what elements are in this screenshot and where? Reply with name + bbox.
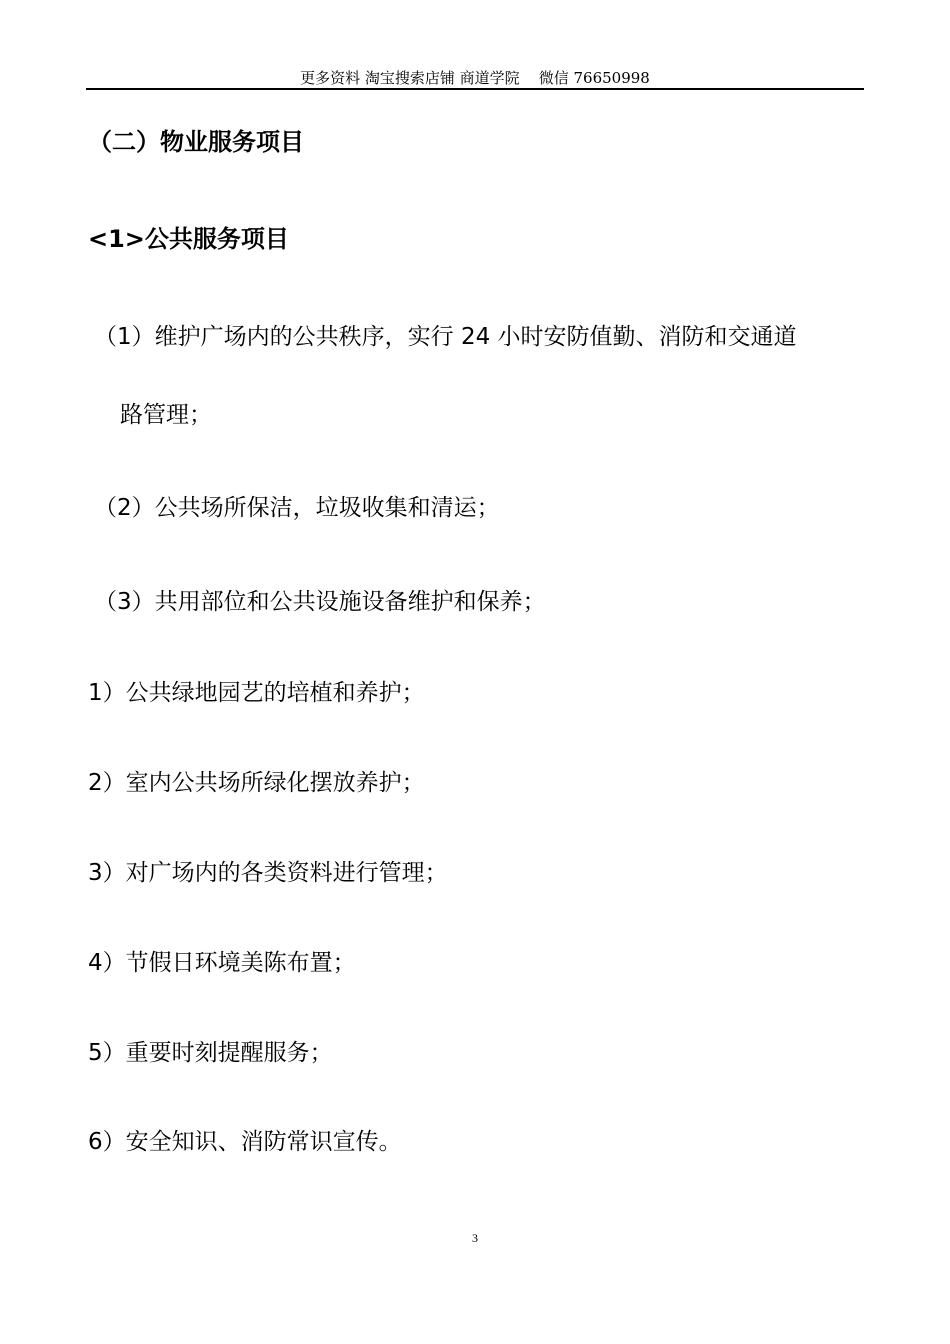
item-2: （2）公共场所保洁，垃圾收集和清运；	[94, 495, 500, 521]
page-number: 3	[472, 1231, 478, 1245]
sub-item-1: 1）公共绿地园艺的培植和养护；	[88, 680, 425, 706]
item-3: （3）共用部位和公共设施设备维护和保养；	[94, 589, 546, 615]
section-title: （二）物业服务项目	[88, 128, 304, 156]
sub-item-5: 5）重要时刻提醒服务；	[88, 1040, 333, 1066]
item-1-line-2: 路管理；	[120, 402, 212, 428]
item-1-line-1: （1）维护广场内的公共秩序，实行 24 小时安防值勤、消防和交通道	[94, 324, 797, 350]
sub-item-3: 3）对广场内的各类资料进行管理；	[88, 860, 448, 886]
subsection-title: <1>公共服务项目	[88, 225, 289, 253]
sub-item-6: 6）安全知识、消防常识宣传。	[88, 1129, 402, 1155]
sub-item-4: 4）节假日环境美陈布置；	[88, 950, 356, 976]
header-text: 更多资料 淘宝搜索店铺 商道学院 微信 76650998	[300, 69, 650, 87]
sub-item-2: 2）室内公共场所绿化摆放养护；	[88, 770, 425, 796]
header-divider	[86, 88, 864, 90]
